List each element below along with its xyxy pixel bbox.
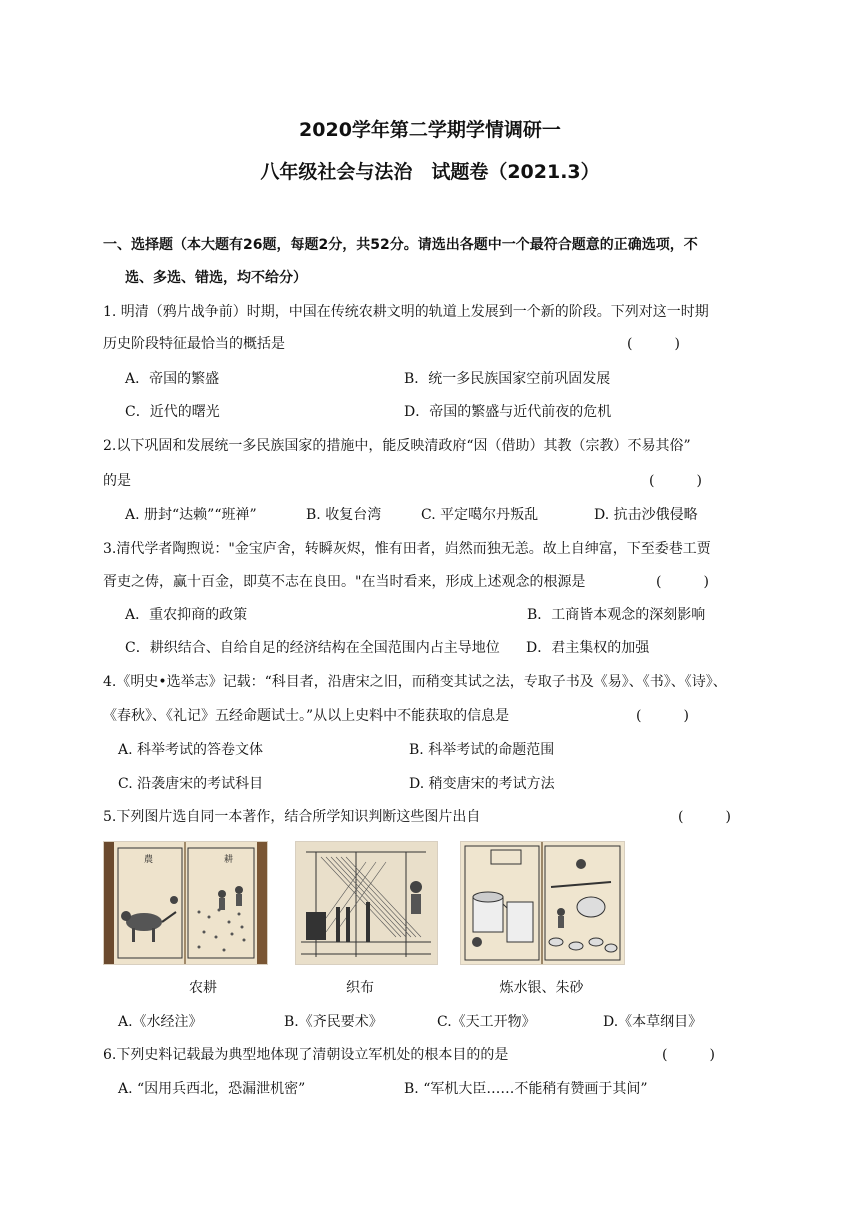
- q5-stem: 5.下列图片选自同一本著作，结合所学知识判断这些图片出自: [103, 809, 481, 825]
- q2-option-c: C. 平定噶尔丹叛乱: [421, 507, 539, 523]
- q1-option-b: B．统一多民族国家空前巩固发展: [404, 371, 611, 387]
- figure-caption-weaving: 织布: [346, 980, 374, 996]
- exam-subtitle: 八年级社会与法治 试题卷（2021.3）: [260, 161, 600, 183]
- figure-caption-mercury: 炼水银、朱砂: [499, 980, 584, 996]
- q3-stem: 3.清代学者陶煦说："金宝庐舍，转瞬灰烬，惟有田者，岿然而独无恙。故上自绅富，下至委巷工贾: [103, 541, 711, 557]
- q5-option-a: A.《水经注》: [118, 1014, 203, 1030]
- q1-answer-blank: ( ): [627, 336, 680, 352]
- q3-answer-blank: ( ): [656, 574, 709, 590]
- exam-title: 2020学年第二学期学情调研一: [299, 119, 561, 141]
- q5-option-c: C.《天工开物》: [437, 1014, 536, 1030]
- q1-option-a: A．帝国的繁盛: [125, 371, 220, 387]
- q3-option-d: D．君主集权的加强: [526, 640, 650, 656]
- q4-option-b: B. 科举考试的命题范围: [409, 742, 555, 758]
- svg-text:耕: 耕: [224, 855, 234, 865]
- q1-option-c: C．近代的曙光: [125, 404, 220, 420]
- q5-answer-blank: ( ): [678, 809, 731, 825]
- q6-option-b: B. “军机大臣……不能稍有赞画于其间”: [404, 1081, 648, 1097]
- figure-caption-farming: 农耕: [189, 980, 217, 996]
- svg-text:農: 農: [144, 855, 154, 865]
- q3-option-a: A．重农抑商的政策: [125, 607, 248, 623]
- q6-option-a: A. “因用兵西北，恐漏泄机密”: [118, 1081, 306, 1097]
- q3-option-c: C．耕织结合、自给自足的经济结构在全国范围内占主导地位: [125, 640, 500, 656]
- farming-woodcut-image: [104, 842, 267, 964]
- q2-option-b: B. 收复台湾: [306, 507, 382, 523]
- q4-stem: 4.《明史•选举志》记载：“科目者，沿唐宋之旧，而稍变其试之法，专取子书及《易》、《书》、《诗》、: [103, 674, 727, 690]
- q6-stem: 6.下列史料记载最为典型地体现了清朝设立军机处的根本目的的是: [103, 1047, 509, 1063]
- q3-stem-cont: 胥吏之俦，赢十百金，即莫不志在良田。"在当时看来，形成上述观念的根源是: [103, 574, 586, 590]
- q1-stem: 1. 明清（鸦片战争前）时期，中国在传统农耕文明的轨道上发展到一个新的阶段。下列对这一时期: [103, 304, 709, 320]
- q4-stem-cont: 《春秋》、《礼记》五经命题试士。”从以上史料中不能获取的信息是: [103, 708, 510, 724]
- q4-answer-blank: ( ): [636, 708, 689, 724]
- q2-stem-cont: 的是: [103, 473, 131, 489]
- q6-answer-blank: ( ): [662, 1047, 715, 1063]
- q2-answer-blank: ( ): [649, 473, 702, 489]
- farming-illustration: [103, 841, 268, 965]
- q2-stem: 2.以下巩固和发展统一多民族国家的措施中，能反映清政府“因（借助）其教（宗教）不易其俗”: [103, 438, 691, 454]
- section-heading: 一、选择题（本大题有26题，每题2分，共52分。请选出各题中一个最符合题意的正确选项，不: [103, 237, 698, 253]
- weaving-illustration: [295, 841, 438, 965]
- mercury-refining-illustration: [460, 841, 625, 965]
- q2-option-a: A. 册封“达赖”“班禅”: [125, 507, 257, 523]
- q3-option-b: B．工商皆本观念的深刻影响: [527, 607, 706, 623]
- q4-option-d: D. 稍变唐宋的考试方法: [409, 776, 555, 792]
- mercury-refining-image: [461, 842, 624, 964]
- section-heading-cont: 选、多选、错选，均不给分）: [125, 270, 307, 286]
- q4-option-a: A. 科举考试的答卷文体: [118, 742, 264, 758]
- q5-option-b: B.《齐民要术》: [284, 1014, 383, 1030]
- q2-option-d: D. 抗击沙俄侵略: [594, 507, 698, 523]
- q1-stem-cont: 历史阶段特征最恰当的概括是: [103, 336, 285, 352]
- q1-option-d: D．帝国的繁盛与近代前夜的危机: [404, 404, 612, 420]
- q4-option-c: C. 沿袭唐宋的考试科目: [118, 776, 264, 792]
- q5-option-d: D.《本草纲目》: [603, 1014, 703, 1030]
- weaving-loom-image: [296, 842, 437, 964]
